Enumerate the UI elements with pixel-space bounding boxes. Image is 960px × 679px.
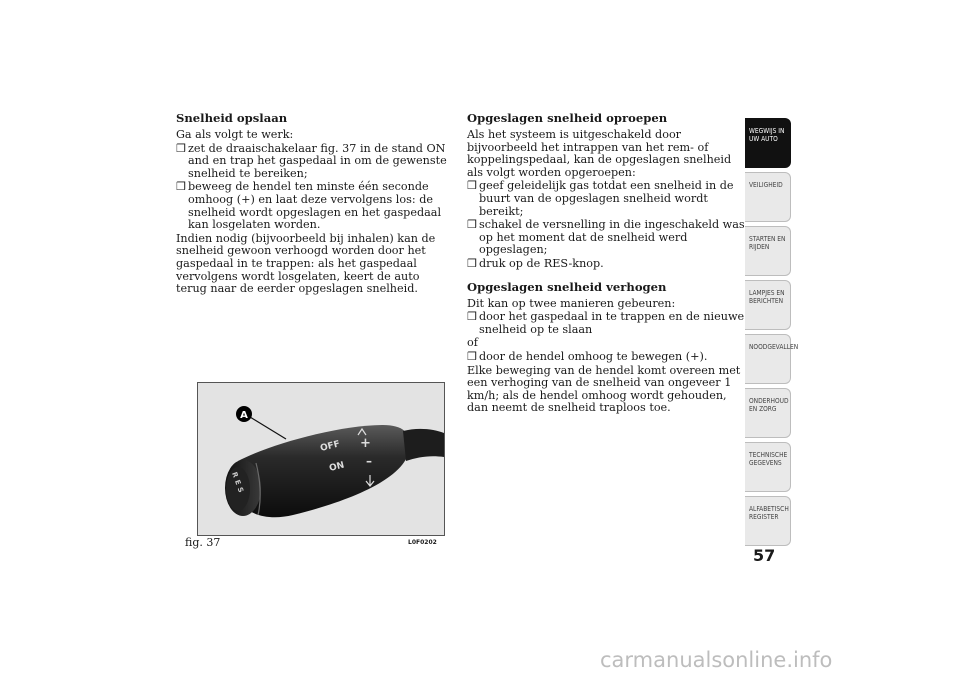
- bullet-item: ❒ door de hendel omhoog te bewegen (+).: [467, 349, 708, 363]
- checkbox-bullet-icon: ❒: [467, 218, 477, 232]
- tab-wegwijs[interactable]: WEGWIJS IN UW AUTO: [745, 118, 791, 168]
- section-title-recall-speed: Opgeslagen snelheid oproepen: [467, 111, 668, 125]
- lever-body: [238, 425, 410, 517]
- tab-onderhoud[interactable]: ONDERHOUD EN ZORG: [745, 388, 791, 438]
- bullet-item: ❒ door het gaspedaal in te trappen en de nieuwe snelheid op te slaan: [467, 310, 745, 336]
- tab-register[interactable]: ALFABETISCH REGISTER: [745, 496, 791, 546]
- tab-starten[interactable]: STARTEN EN RIJDEN: [745, 226, 791, 276]
- paragraph: Indien nodig (bijvoorbeeld bij inhalen) kan de snelheid gewoon verhoogd worden door het gaspedaal in te trappen: als het gaspedaal vervolgens wordt losgelaten, keert de auto terug naar de eerder opgeslagen snelheid.: [176, 231, 436, 296]
- res-label: RES: [230, 470, 246, 497]
- watermark: carmanualsonline.info: [600, 648, 833, 672]
- checkbox-bullet-icon: ❒: [467, 179, 477, 193]
- tab-noodgevallen[interactable]: NOODGEVALLEN: [745, 334, 791, 384]
- section-title-store-speed: Snelheid opslaan: [176, 111, 288, 125]
- off-label: OFF: [319, 439, 342, 454]
- checkbox-bullet-icon: ❒: [467, 256, 477, 270]
- bullet-item: ❒ beweeg de hendel ten minste één seconde omhoog (+) en laat deze vervolgens los: de snelheid wordt opgeslagen en het gaspedaal kan losgelaten worden.: [176, 180, 442, 232]
- cruise-control-lever-figure: [197, 382, 445, 536]
- page-number: 57: [753, 546, 776, 565]
- figure-code: L0F0202: [408, 539, 437, 546]
- lever-illustration: [198, 383, 444, 535]
- tab-technische[interactable]: TECHNISCHE GEGEVENS: [745, 442, 791, 492]
- checkbox-bullet-icon: ❒: [467, 349, 477, 363]
- paragraph: Elke beweging van de hendel komt overeen met een verhoging van de snelheid van ongeveer 1 km/h; als de hendel omhoog wordt gehouden, dan neemt de snelheid traploos toe.: [467, 363, 741, 415]
- tab-veiligheid[interactable]: VEILIGHEID: [745, 172, 791, 222]
- checkbox-bullet-icon: ❒: [176, 180, 186, 194]
- callout-a-label: A: [240, 410, 248, 421]
- section-tabs: [745, 118, 799, 550]
- right-column: [467, 112, 745, 416]
- bullet-item: ❒ schakel de versnelling in die ingeschakeld was op het moment dat de snelheid werd opgeslagen;: [467, 218, 745, 257]
- bullet-item: ❒ geef geleidelijk gas totdat een snelheid in de buurt van de opgeslagen snelheid wordt bereikt;: [467, 179, 734, 218]
- checkbox-bullet-icon: ❒: [176, 141, 186, 155]
- paragraph: Dit kan op twee manieren gebeuren:: [467, 296, 676, 310]
- bullet-item: ❒ druk op de RES-knop.: [467, 256, 604, 270]
- intro-text: Ga als volgt te werk:: [176, 128, 294, 141]
- minus-label: –: [366, 454, 372, 468]
- or-text: of: [467, 336, 478, 350]
- plus-label: +: [360, 436, 371, 451]
- checkbox-bullet-icon: ❒: [467, 310, 477, 324]
- section-title-increase-speed: Opgeslagen snelheid verhogen: [467, 279, 667, 294]
- paragraph: Als het systeem is uitgeschakeld door bijvoorbeeld het intrappen van het rem- of koppelingspedaal, kan de opgeslagen snelheid als volgt worden opgeroepen:: [467, 128, 732, 179]
- on-label: ON: [328, 460, 346, 474]
- bullet-item: ❒ zet de draaischakelaar fig. 37 in de stand ON and en trap het gaspedaal in om de gewenste snelheid te bereiken;: [176, 141, 447, 180]
- tab-lampjes[interactable]: LAMPJES EN BERICHTEN: [745, 280, 791, 330]
- left-column: [176, 112, 448, 297]
- figure-caption: fig. 37: [185, 536, 221, 549]
